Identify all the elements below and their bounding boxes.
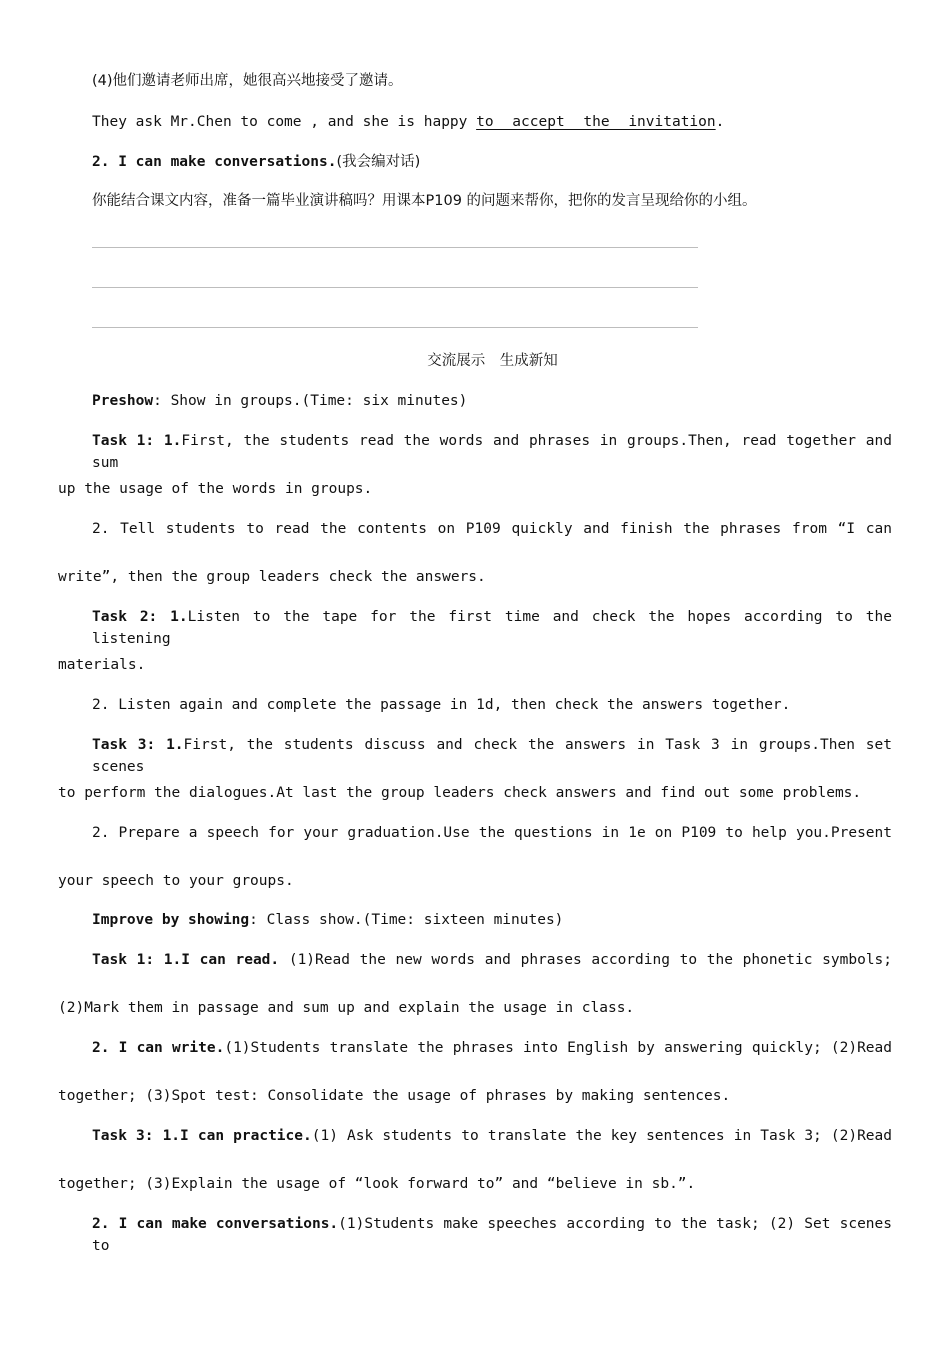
preshow-task1-line2: up the usage of the words in groups. — [58, 481, 373, 497]
section2-prompt: 你能结合课文内容，准备一篇毕业演讲稿吗？用课本P109 的问题来帮你，把你的发言呈现给你的小组。 — [92, 193, 757, 209]
improve-task3-line2: together; (3)Explain the usage of “look forward to” and “believe in sb.”. — [58, 1176, 696, 1192]
answer-line-3[interactable] — [92, 327, 698, 328]
preshow-task1-line1 — [92, 430, 892, 474]
improve-task3-item2-line1 — [92, 1213, 892, 1257]
improve-task3-label: Task 3: 1.I can practice. — [92, 1128, 312, 1144]
item4-chinese: (4)他们邀请老师出席，她很高兴地接受了邀请。 — [92, 73, 403, 89]
improve-task1-label: Task 1: 1.I can read. — [92, 952, 280, 968]
improve-task1-item2-text1: (1)Students translate the phrases into English by answering quickly; (2)Read — [224, 1040, 892, 1056]
improve-task3-line1 — [92, 1125, 892, 1147]
improve-task1-item2-line1 — [92, 1037, 892, 1059]
preshow-task2-line1 — [92, 606, 892, 650]
improve-text: : Class show.(Time: sixteen minutes) — [249, 912, 564, 928]
section2-title-cn: (我会编对话) — [336, 154, 421, 170]
preshow-label: Preshow — [92, 393, 154, 409]
preshow-task2-line2: materials. — [58, 657, 146, 673]
preshow-line — [92, 390, 467, 412]
preshow-task1-label: Task 1: 1. — [92, 433, 182, 449]
item4-answer: to accept the invitation — [476, 114, 716, 130]
preshow-task3-line1 — [92, 734, 892, 778]
exchange-heading: 交流展示 生成新知 — [427, 353, 558, 369]
preshow-task2-item2: 2. Listen again and complete the passage in 1d, then check the answers together. — [92, 697, 791, 713]
preshow-task3-item2-line1: 2. Prepare a speech for your graduation.Use the questions in 1e on P109 to help you.Present — [92, 825, 892, 841]
preshow-task1-item2-line2: write”, then the group leaders check the answers. — [58, 569, 486, 585]
preshow-text: : Show in groups.(Time: six minutes) — [153, 393, 468, 409]
improve-task1-text1: (1)Read the new words and phrases according to the phonetic symbols; — [279, 952, 893, 968]
improve-task1-item2-line2: together; (3)Spot test: Consolidate the usage of phrases by making sentences. — [58, 1088, 731, 1104]
item4-english-suffix: . — [715, 114, 725, 130]
preshow-task3-item2-line2: your speech to your groups. — [58, 873, 294, 889]
section2-title — [92, 151, 420, 173]
item4-english — [92, 111, 724, 133]
improve-label: Improve by showing — [92, 912, 250, 928]
section2-title-en: 2. I can make conversations. — [92, 154, 337, 170]
preshow-task3-text1: First, the students discuss and check the answers in Task 3 in groups.Then set scenes — [92, 737, 892, 775]
improve-line — [92, 909, 563, 931]
preshow-task1-text1: First, the students read the words and phrases in groups.Then, read together and sum — [92, 433, 892, 471]
improve-task3-text1: (1) Ask students to translate the key sentences in Task 3; (2)Read — [311, 1128, 892, 1144]
preshow-task2-text1: Listen to the tape for the first time and check the hopes according to the listening — [92, 609, 892, 647]
improve-task3-item2-text: (1)Students make speeches according to the task; (2) Set scenes to — [92, 1216, 892, 1254]
improve-task1-item2-label: 2. I can write. — [92, 1040, 225, 1056]
preshow-task1-item2-line1: 2. Tell students to read the contents on P109 quickly and finish the phrases from “I can — [92, 521, 892, 537]
improve-task3-item2-label: 2. I can make conversations. — [92, 1216, 339, 1232]
preshow-task3-label: Task 3: 1. — [92, 737, 184, 753]
improve-task1-line2: (2)Mark them in passage and sum up and explain the usage in class. — [58, 1000, 635, 1016]
answer-line-1[interactable] — [92, 247, 698, 248]
improve-task1-line1 — [92, 949, 892, 971]
preshow-task2-label: Task 2: 1. — [92, 609, 188, 625]
answer-line-2[interactable] — [92, 287, 698, 288]
preshow-task3-line2: to perform the dialogues.At last the group leaders check answers and find out some problems. — [58, 785, 862, 801]
item4-english-prefix: They ask Mr.Chen to come , and she is happy — [92, 114, 477, 130]
